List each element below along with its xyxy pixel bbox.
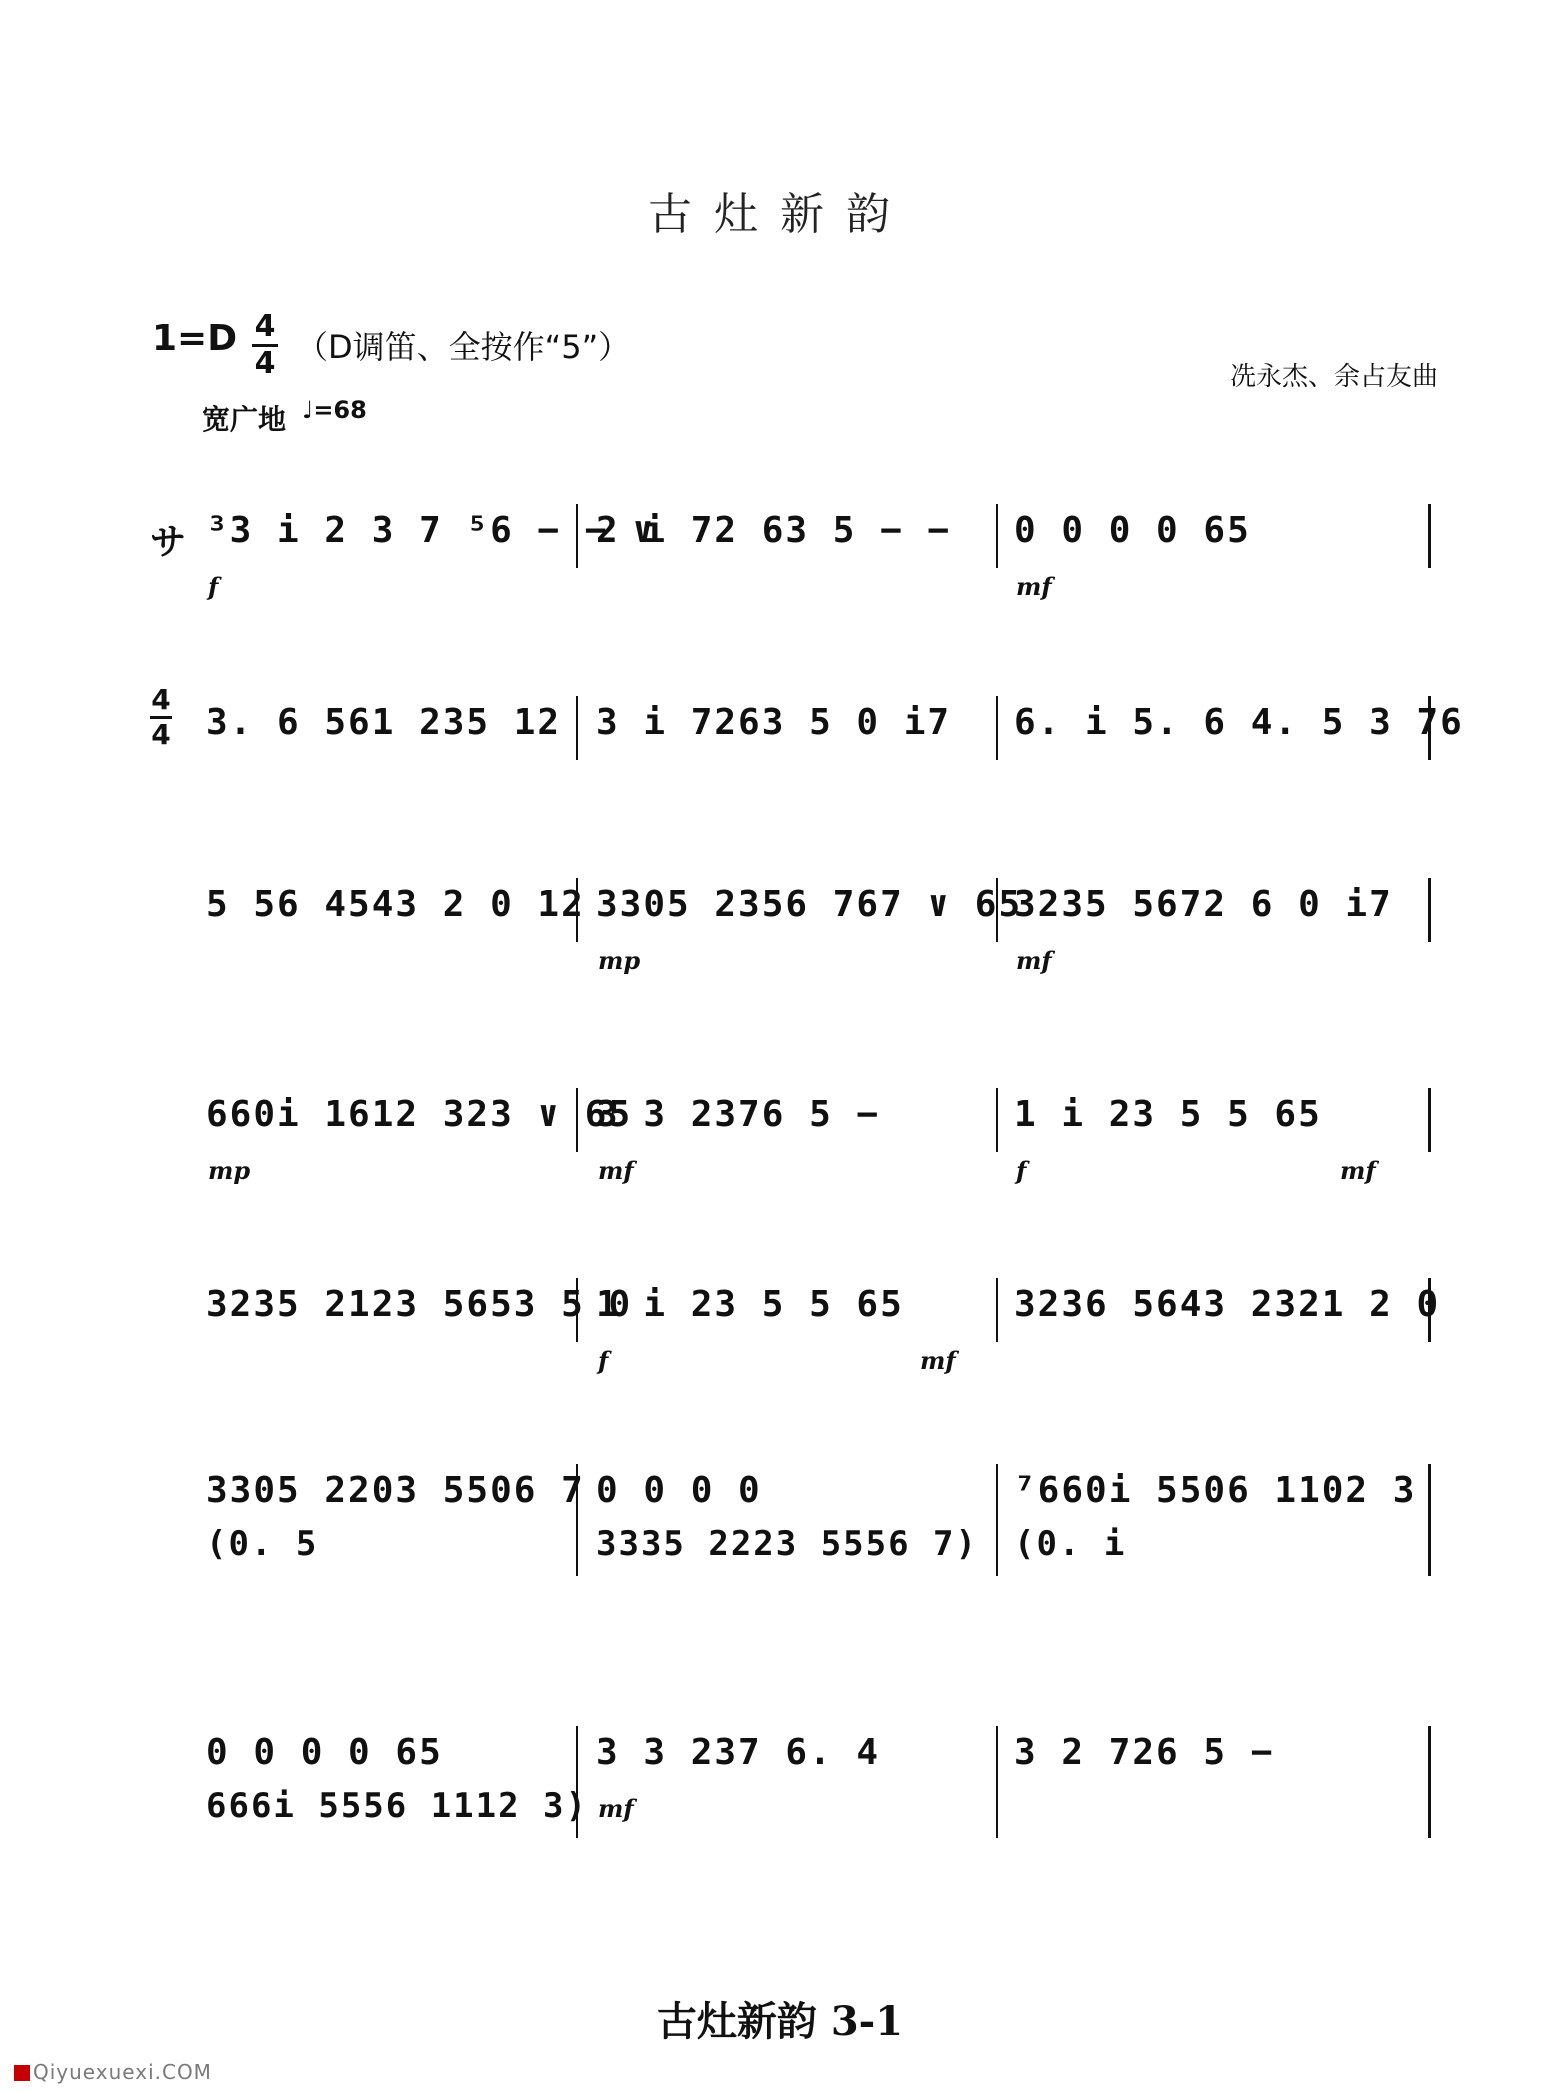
measure xyxy=(998,1272,1441,1362)
measure-notes: 660i 1612 323 ∨ 65 xyxy=(206,1094,633,1135)
measure-accompaniment: 3335 2223 5556 7) xyxy=(596,1524,978,1564)
score-line xyxy=(150,1082,1430,1185)
measure-notes: 3 3 2376 5 − xyxy=(596,1094,881,1135)
barline xyxy=(1428,1088,1431,1152)
measure xyxy=(998,1082,1410,1185)
measure-notes: 0 0 0 0 65 xyxy=(1014,510,1251,551)
dynamic-marking: f xyxy=(208,572,219,601)
barline xyxy=(1428,504,1431,568)
barline xyxy=(576,1278,578,1342)
dynamic-marking: f xyxy=(598,1346,609,1375)
barline xyxy=(1428,1464,1431,1576)
measure-notes: ³3 i 2 3 7 ⁵6 − − ∨ xyxy=(206,510,656,551)
time-signature-top: 4 xyxy=(254,309,276,344)
watermark-text: Qiyuexuexi.COM xyxy=(33,2060,212,2084)
measure xyxy=(998,498,1410,601)
measure xyxy=(580,1458,990,1564)
measure-notes: 3305 2203 5506 7 xyxy=(206,1470,585,1511)
measure-accompaniment: (0. i xyxy=(1014,1524,1127,1564)
line-timesig-top: 4 xyxy=(151,683,171,716)
score-line xyxy=(150,683,1464,780)
measure xyxy=(998,690,1464,780)
dynamic-marking: mp xyxy=(208,1156,251,1185)
measure xyxy=(580,1272,990,1375)
watermark xyxy=(14,2060,212,2084)
measure xyxy=(580,872,1023,975)
measure xyxy=(190,1272,633,1362)
barline xyxy=(1428,1726,1431,1838)
barline xyxy=(576,1464,578,1576)
dynamic-marking: mf xyxy=(920,1346,956,1375)
measure xyxy=(580,1720,990,1823)
measure-notes: 3 2 726 5 − xyxy=(1014,1732,1275,1773)
measure-notes: 1 i 23 5 5 65 xyxy=(1014,1094,1322,1135)
line-prefix: サ xyxy=(150,522,187,563)
measure xyxy=(580,690,990,780)
tempo-marking: 宽广地 xyxy=(202,403,287,436)
measure-notes: 6. i 5. 6 4. 5 3 76 xyxy=(1014,702,1464,743)
measure-notes: 3235 2123 5653 5 0 xyxy=(206,1284,633,1325)
line-prefix xyxy=(150,683,172,751)
measure-accompaniment: (0. 5 xyxy=(206,1524,319,1564)
dynamic-marking: mf xyxy=(1016,572,1052,601)
tempo-value: ♩=68 xyxy=(302,396,367,424)
barline xyxy=(576,696,578,760)
dynamic-marking: f xyxy=(1016,1156,1027,1185)
measure-notes: 3 i 7263 5 0 i7 xyxy=(596,702,952,743)
measure-notes: ⁷660i 5506 1102 3 xyxy=(1014,1470,1417,1511)
dynamic-marking: mf xyxy=(598,1794,634,1823)
barline xyxy=(576,1726,578,1838)
key-note: （D调笛、全按作“5”） xyxy=(296,328,631,366)
measure-notes: 3235 5672 6 0 i7 xyxy=(1014,884,1393,925)
dynamic-marking: mf xyxy=(1340,1156,1376,1185)
measure-notes: 0 0 0 0 xyxy=(596,1470,762,1511)
time-signature-bottom: 4 xyxy=(254,346,276,381)
measure-notes: 2 i 72 63 5 − − xyxy=(596,510,952,551)
measure xyxy=(580,1082,990,1185)
measure-notes: 3 3 237 6. 4 xyxy=(596,1732,881,1773)
barline xyxy=(576,504,578,568)
measure xyxy=(998,1720,1410,1810)
score-line xyxy=(150,1458,1430,1564)
measure xyxy=(190,1458,585,1564)
composer-credit: 冼永杰、余占友曲 xyxy=(1230,362,1439,392)
measure xyxy=(580,498,990,588)
barline xyxy=(1428,1278,1431,1342)
measure xyxy=(190,690,570,780)
measure xyxy=(190,498,656,601)
measure-notes: 5 56 4543 2 0 12 xyxy=(206,884,585,925)
measure xyxy=(190,1720,588,1826)
key-signature: 1=D xyxy=(152,318,238,359)
measure xyxy=(190,872,585,962)
measure xyxy=(998,1458,1417,1564)
barline xyxy=(1428,696,1431,760)
measure-accompaniment: 666i 5556 1112 3) xyxy=(206,1786,588,1826)
page-title: 古灶新韵 xyxy=(648,189,912,240)
time-signature xyxy=(252,309,278,381)
dynamic-marking: mf xyxy=(598,1156,634,1185)
score-line xyxy=(150,872,1430,975)
dynamic-marking: mf xyxy=(1016,946,1052,975)
score-line xyxy=(150,1272,1441,1375)
measure-notes: 1 i 23 5 5 65 xyxy=(596,1284,904,1325)
score-line xyxy=(150,498,1430,601)
barline xyxy=(576,1088,578,1152)
dynamic-marking: mp xyxy=(598,946,641,975)
line-timesig-bottom: 4 xyxy=(151,718,171,751)
page-footer: 古灶新韵 3-1 xyxy=(656,1998,904,2045)
measure-notes: 3236 5643 2321 2 0 xyxy=(1014,1284,1441,1325)
barline xyxy=(1428,878,1431,942)
measure-notes: 3. 6 561 235 12 xyxy=(206,702,562,743)
watermark-logo-icon xyxy=(14,2065,30,2081)
measure-notes: 0 0 0 0 65 xyxy=(206,1732,443,1773)
barline xyxy=(576,878,578,942)
measure xyxy=(998,872,1410,975)
score-line xyxy=(150,1720,1430,1826)
measure-notes: 3305 2356 767 ∨ 65 xyxy=(596,884,1023,925)
